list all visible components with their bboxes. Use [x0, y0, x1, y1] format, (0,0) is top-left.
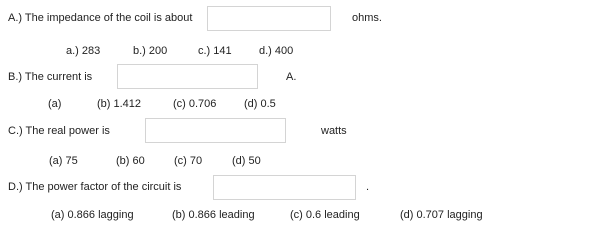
question-c-prompt: C.) The real power is — [8, 125, 110, 137]
question-a-option-a: a.) 283 — [66, 45, 101, 57]
question-b-prompt: B.) The current is — [8, 71, 93, 83]
question-b-option-a: (a) — [48, 98, 62, 110]
question-d-prompt: D.) The power factor of the circuit is — [8, 181, 182, 193]
question-d-option-b: (b) 0.866 leading — [172, 209, 255, 221]
question-d-answer-input[interactable] — [213, 175, 356, 200]
question-d-option-c: (c) 0.6 leading — [290, 209, 360, 221]
question-c-unit: watts — [321, 125, 347, 137]
question-d-option-a: (a) 0.866 lagging — [51, 209, 134, 221]
question-c-option-a: (a) 75 — [49, 155, 78, 167]
question-a-option-d: d.) 400 — [259, 45, 294, 57]
question-c-option-c: (c) 70 — [174, 155, 203, 167]
question-b-answer-input[interactable] — [117, 64, 258, 89]
question-d-option-d: (d) 0.707 lagging — [400, 209, 483, 221]
question-a-answer-input[interactable] — [207, 6, 331, 31]
question-b-unit: A. — [286, 71, 297, 83]
question-a-option-b: b.) 200 — [133, 45, 168, 57]
question-a-unit: ohms. — [352, 12, 382, 24]
question-c-answer-input[interactable] — [145, 118, 286, 143]
question-b-option-b: (b) 1.412 — [97, 98, 142, 110]
question-c-option-b: (b) 60 — [116, 155, 145, 167]
question-b-option-d: (d) 0.5 — [244, 98, 276, 110]
question-c-option-d: (d) 50 — [232, 155, 261, 167]
question-a-option-c: c.) 141 — [198, 45, 232, 57]
question-d-unit: . — [366, 181, 370, 193]
question-a-prompt: A.) The impedance of the coil is about — [8, 12, 193, 24]
question-b-option-c: (c) 0.706 — [173, 98, 217, 110]
